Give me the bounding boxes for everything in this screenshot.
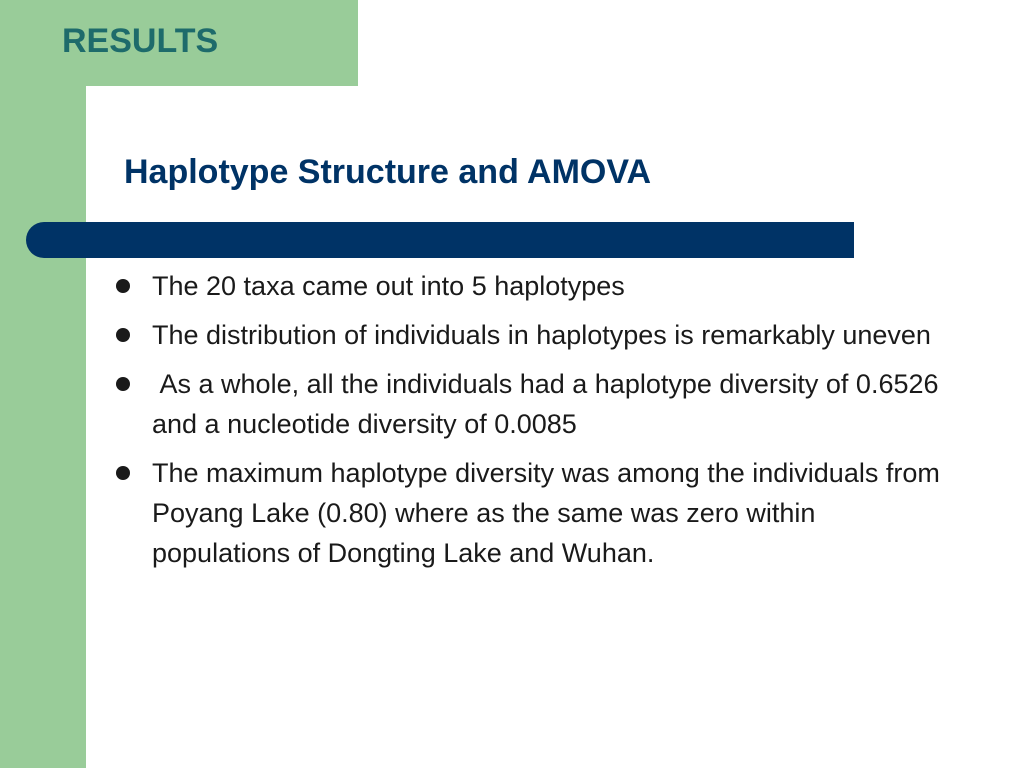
bullet-item xyxy=(108,364,958,444)
bullet-dot-icon xyxy=(116,377,130,391)
bullet-list xyxy=(108,266,958,582)
bullet-dot-icon xyxy=(116,466,130,480)
green-side-strip xyxy=(0,0,86,768)
slide-heading: Haplotype Structure and AMOVA xyxy=(124,153,652,191)
bullet-dot-icon xyxy=(116,279,130,293)
divider-bar xyxy=(26,222,854,258)
bullet-item xyxy=(108,266,958,306)
bullet-dot-icon xyxy=(116,328,130,342)
bullet-text: The 20 taxa came out into 5 haplotypes xyxy=(152,271,625,301)
bullet-text: As a whole, all the individuals had a haplotype diversity of 0.6526 and a nucleotide diversity of 0.0085 xyxy=(152,369,947,439)
bullet-item xyxy=(108,315,958,355)
section-title: RESULTS xyxy=(62,22,219,60)
bullet-item xyxy=(108,453,958,573)
bullet-text: The distribution of individuals in haplotypes is remarkably uneven xyxy=(152,320,931,350)
bullet-text: The maximum haplotype diversity was among the individuals from Poyang Lake (0.80) where as the same was zero within populations of Dongting Lake and Wuhan. xyxy=(152,458,940,568)
